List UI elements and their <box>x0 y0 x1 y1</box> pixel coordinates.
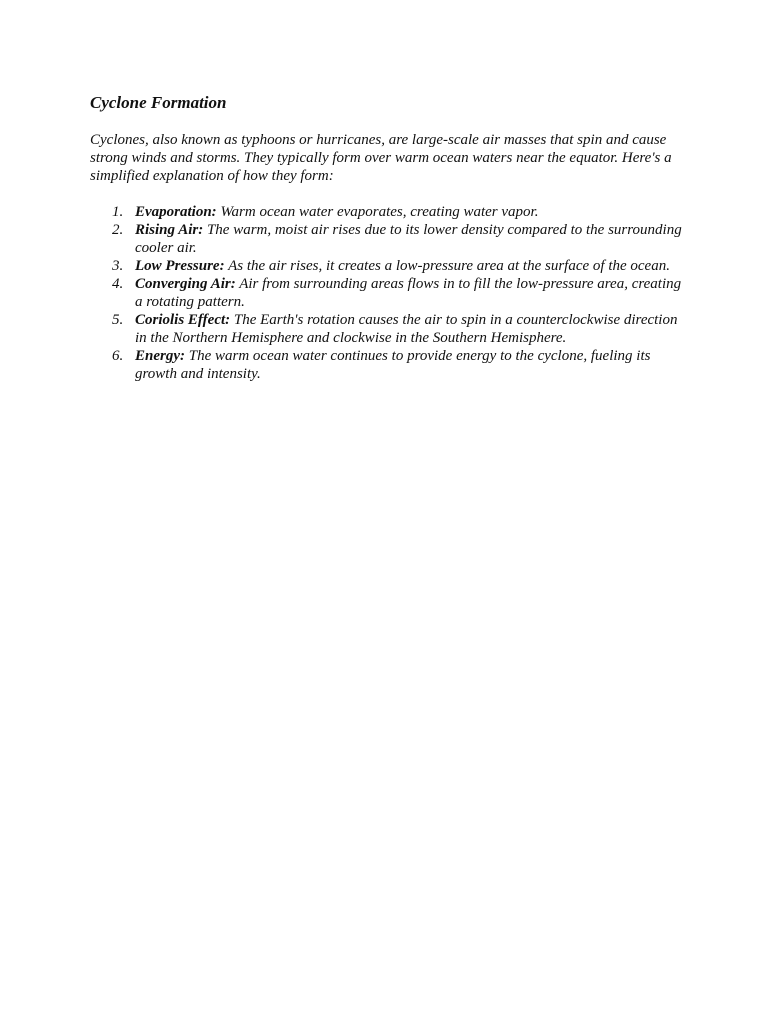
list-item <box>90 347 690 383</box>
step-description: Warm ocean water evaporates, creating water vapor. <box>220 204 539 220</box>
list-item <box>90 203 690 221</box>
formation-steps-list <box>90 203 690 383</box>
step-number: 3. <box>112 258 124 274</box>
list-item <box>90 275 690 311</box>
step-description: Air from surrounding areas flows in to fill the low-pressure area, creating a rotating pattern. <box>135 276 682 310</box>
step-term: Coriolis Effect: <box>135 312 231 328</box>
step-description: The warm ocean water continues to provide energy to the cyclone, fueling its growth and intensity. <box>135 348 651 382</box>
step-description: The warm, moist air rises due to its lower density compared to the surrounding cooler air. <box>135 222 682 256</box>
intro-paragraph: Cyclones, also known as typhoons or hurricanes, are large-scale air masses that spin and cause strong winds and storms. They typically form over warm ocean waters near the equator. Here's a simplified explanation of how they form: <box>90 132 672 184</box>
step-term: Low Pressure: <box>135 258 225 274</box>
step-term: Energy: <box>135 348 185 364</box>
step-description: As the air rises, it creates a low-pressure area at the surface of the ocean. <box>228 258 670 274</box>
step-term: Rising Air: <box>135 222 204 238</box>
step-term: Evaporation: <box>135 204 217 220</box>
document-page <box>90 92 690 383</box>
list-item <box>90 221 690 257</box>
list-item <box>90 257 690 275</box>
step-number: 6. <box>112 348 124 364</box>
step-number: 1. <box>112 204 124 220</box>
step-number: 2. <box>112 222 124 238</box>
list-item <box>90 311 690 347</box>
step-description: The Earth's rotation causes the air to spin in a counterclockwise direction in the Northern Hemisphere and clockwise in the Southern Hemisphere. <box>135 312 678 346</box>
step-term: Converging Air: <box>135 276 236 292</box>
document-title: Cyclone Formation <box>90 93 227 112</box>
step-number: 5. <box>112 312 124 328</box>
step-number: 4. <box>112 276 124 292</box>
